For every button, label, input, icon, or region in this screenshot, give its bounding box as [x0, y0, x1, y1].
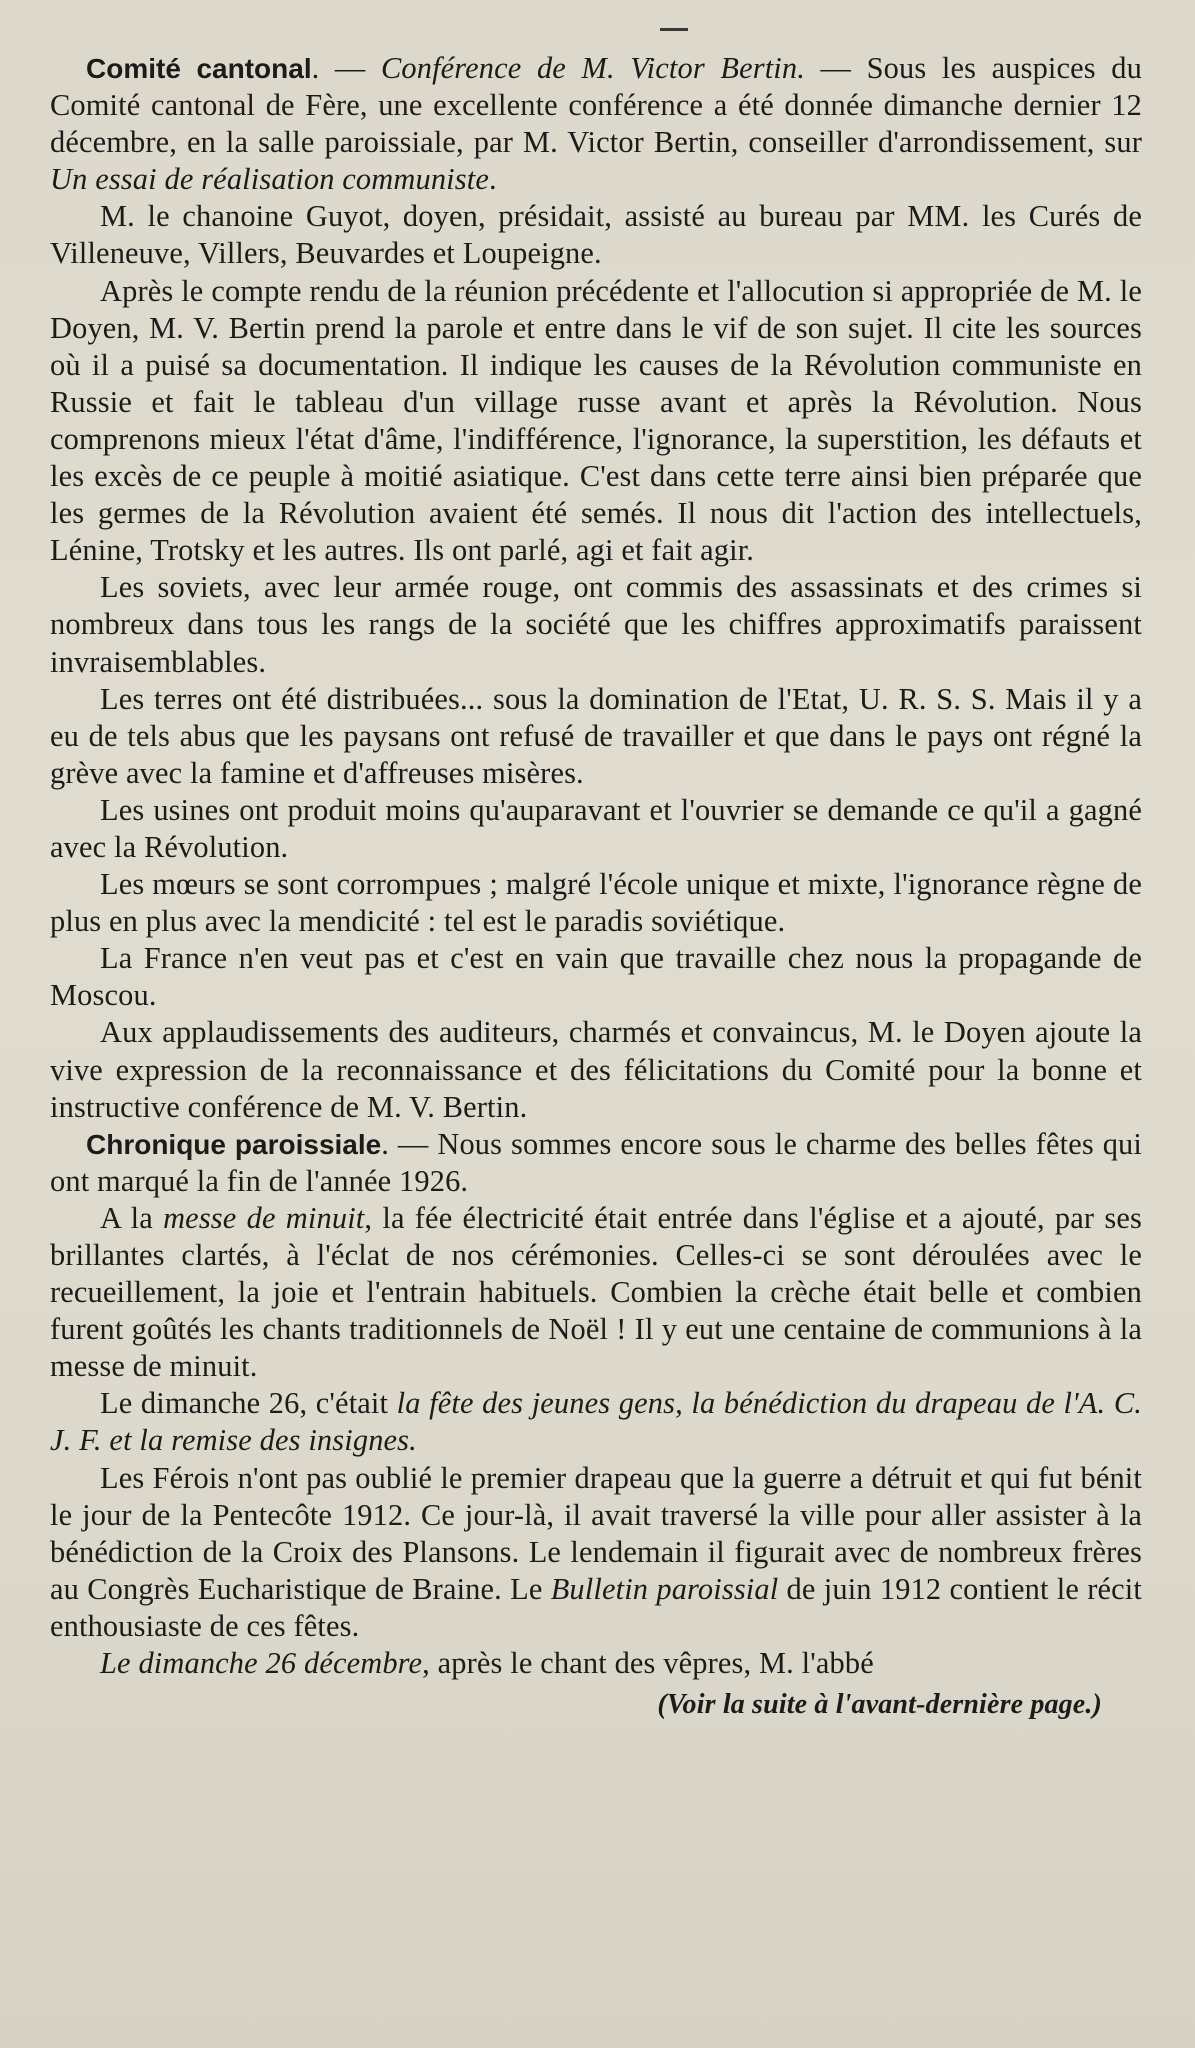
continuation-note: (Voir la suite à l'avant-dernière page.) [657, 1689, 1102, 1721]
paragraph [50, 1460, 1142, 1645]
text-run: , après le chant des vêpres, M. l'abbé [422, 1646, 874, 1681]
paragraph [50, 1645, 1142, 1682]
paragraph [50, 1200, 1142, 1385]
article-body [50, 50, 1142, 1723]
lead-end: . [488, 162, 497, 197]
heading-dash: . — [311, 51, 381, 85]
paragraph: Les mœurs se sont corrompues ; malgré l'école unique et mixte, l'ignorance règne de plus en plus avec la mendicité : tel est le paradis soviétique. [50, 867, 1142, 939]
paragraph: Les usines ont produit moins qu'auparavant et l'ouvrier se demande ce qu'il a gagné avec la Révolution. [50, 792, 1142, 864]
paragraph: Après le compte rendu de la réunion précédente et l'allocution si appropriée de M. le Doyen, M. V. Bertin prend la parole et entre dans le vif de son sujet. Il cite les sources où il a puisé sa documentation. Il indique les causes de la Révolution communiste en Russie et fait le tableau d'un village russe avant et après la Révolution. Nous comprenons mieux l'état d'âme, l'indifférence, l'ignorance, la superstition, les défauts et les excès de ce peuple à moitié asiatique. C'est dans cette terre ainsi bien préparée que les germes de la Révolution avaient été semés. Il nous dit l'action des intellectuels, Lénine, Trotsky et les autres. Ils ont parlé, agi et fait agir. [50, 273, 1142, 568]
conference-topic: Un essai de réalisation communiste [50, 162, 489, 197]
paragraph: La France n'en veut pas et c'est en vain que travaille chez nous la propagande de Moscou. [50, 941, 1142, 1013]
emphasis-run: Le dimanche 26 décembre [100, 1646, 423, 1681]
section-heading-chronique: Chronique paroissiale [86, 1128, 382, 1160]
comite-lead-paragraph [50, 50, 1142, 198]
subtitle-dash: — [804, 51, 867, 85]
lead-text: Nous sommes encore sous le charme des belles fêtes qui ont marqué la fin de l'année 1926. [50, 1126, 1142, 1198]
paragraph: M. le chanoine Guyot, doyen, présidait, assisté au bureau par MM. les Curés de Villeneuve, Villers, Beuvardes et Loupeigne. [50, 199, 1142, 271]
paragraph: Les soviets, avec leur armée rouge, ont commis des assassinats et des crimes si nombreux dans tous les rangs de la société que les chiffres approximatifs paraissent invraisemblables. [50, 570, 1142, 679]
chronique-lead-paragraph [50, 1126, 1142, 1200]
emphasis-run: Bulletin paroissial [550, 1571, 779, 1606]
paragraph: Aux applaudissements des auditeurs, charmés et convaincus, M. le Doyen ajoute la vive expression de la reconnaissance et des félicitations du Comité pour la bonne et instructive conférence de M. V. Bertin. [50, 1015, 1142, 1124]
text-run: de juin 1912 contient le récit enthousiaste de ces fêtes. [50, 1571, 1142, 1643]
text-run: , la fée électricité était entrée dans l'église et a ajouté, par ses brillantes clartés, à l'éclat de nos cérémonies. Celles-ci se sont déroulées avec le recueillement, la joie et l'entrain habituels. Combien la crèche était belle et combien furent goûtés les chants traditionnels de Noël ! Il y eut une centaine de communions à la messe de minuit. [50, 1200, 1142, 1384]
paragraph [50, 1385, 1142, 1459]
conference-subtitle: Conférence de M. Victor Bertin. [380, 51, 805, 85]
text-run: A la [100, 1200, 164, 1235]
text-run: Le dimanche 26, c'était [100, 1386, 397, 1421]
text-run: Les Férois n'ont pas oublié le premier drapeau que la guerre a détruit et qui fut bénit le jour de la Pentecôte 1912. Ce jour-là, il avait traversé la ville pour aller assister à la bénédiction de la Croix des Plansons. Le lendemain il figurait avec de nombreux frères au Congrès Eucharistique de Braine. Le [50, 1460, 1142, 1606]
paragraph: Les terres ont été distribuées... sous la domination de l'Etat, U. R. S. S. Mais il y a eu de tels abus que les paysans ont refusé de travailler et que dans le pays ont régné la grève avec la famine et d'affreuses misères. [50, 681, 1142, 790]
heading-dash: . — [381, 1126, 438, 1161]
section-heading-comite: Comité cantonal [86, 53, 312, 84]
lead-text: Sous les auspices du Comité cantonal de Fère, une excellente conférence a été donnée dimanche dernier 12 décembre, en la salle paroissiale, par M. Victor Bertin, conseiller d'arrondissement, sur [50, 51, 1142, 160]
emphasis-run: messe de minuit [163, 1200, 365, 1235]
top-rule-mark [660, 28, 688, 31]
emphasis-run: la fête des jeunes gens, la bénédiction du drapeau de l'A. C. J. F. et la remise des insignes. [50, 1386, 1142, 1458]
